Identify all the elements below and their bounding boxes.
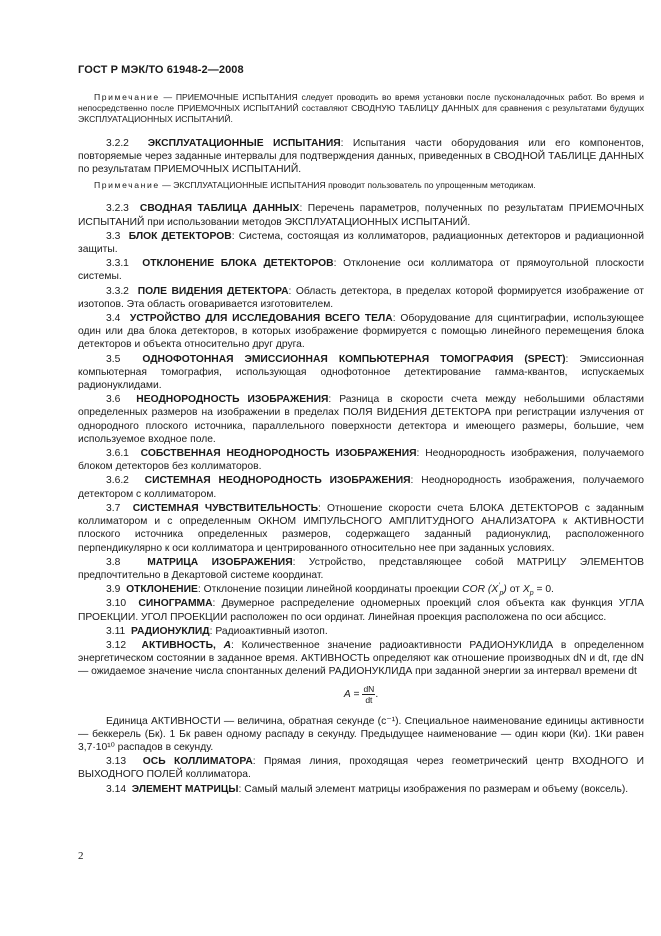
definition-term: ОТКЛОНЕНИЕ БЛОКА ДЕТЕКТОРОВ: [142, 258, 334, 270]
definition-text: : Эмиссионная компьютерная томография, использующая однофотонное детектирование гамма-квантов, испускаемых радионуклидами.: [78, 353, 644, 392]
definition-paragraph: [78, 556, 644, 582]
definition-paragraph: [78, 625, 644, 638]
definition-term: МАТРИЦА ИЗОБРАЖЕНИЯ: [147, 556, 293, 568]
definition-term: СИНОГРАММА: [138, 598, 213, 610]
definition-number: 3.8: [106, 556, 121, 568]
page-number: 2: [78, 850, 84, 862]
note-text: — ПРИЕМОЧНЫЕ ИСПЫТАНИЯ следует проводить во время установки после пусконаладочных работ. Во время и непосредственно после ПРИЕМОЧНЫХ ИСПЫТАНИЙ составляют СВОДНУЮ ТАБЛИЦУ ДАННЫХ для сравнения с результатами будущих ЭКСПЛУАТАЦИОННЫХ ИСПЫТАНИЙ.: [78, 92, 644, 125]
definition-paragraph: [78, 393, 644, 446]
definition-number: 3.6.1: [106, 448, 129, 460]
definition-term: СОБСТВЕННАЯ НЕОДНОРОДНОСТЬ ИЗОБРАЖЕНИЯ: [140, 448, 417, 460]
document-body: [78, 92, 644, 797]
definition-paragraph: [78, 353, 644, 393]
definition-text: : Количественное значение радиоактивности РАДИОНУКЛИДА в определенном энергетическом состоянии в заданное время. АКТИВНОСТЬ определяют как отношение производных dN и dt, где dN — ожидаемое значение числа спонтанных делений РАДИОНУКЛИДА при заданной энергии за интервал времени dt: [78, 639, 644, 678]
definition-paragraph: [78, 257, 644, 283]
note-paragraph: [78, 180, 644, 191]
definition-paragraph: [78, 230, 644, 256]
definition-paragraph: [78, 639, 644, 679]
definition-number: 3.6.2: [106, 475, 129, 487]
definitions-group-4: [78, 755, 644, 796]
definitions-group-3: [78, 597, 644, 638]
definition-paragraph: 3.9 ОТКЛОНЕНИЕ: Отклонение позиции линейной координаты проекции COR $(X'_p)$ от $X_p = 0$.: [106, 582, 554, 598]
definition-paragraph: [78, 474, 644, 500]
definition-text: : Перечень параметров, полученных по результатам ПРИЕМОЧНЫХ ИСПЫТАНИЙ при использовании методов ЭКСПЛУАТАЦИОННЫХ ИСПЫТАНИЙ.: [78, 203, 644, 228]
definition-text: : Разница в скорости счета между небольшими областями определенных размеров на изображении в пределах ПОЛЯ ВИДЕНИЯ ДЕТЕКТОРА при регистрации излучения от однородного плоского источника, параллельного поверхности детектора и имеющего размеры, большие, чем используемое входное поле.: [78, 394, 644, 445]
definition-paragraph: [78, 447, 644, 473]
definition-term: ОТКЛОНЕНИЕ: [126, 584, 198, 596]
definition-term: БЛОК ДЕТЕКТОРОВ: [128, 230, 232, 242]
definition-number: 3.9: [106, 584, 121, 596]
note-label: Примечание: [94, 180, 160, 191]
cor-symbol: COR: [462, 584, 486, 596]
definition-paragraph: [78, 285, 644, 311]
definition-term: УСТРОЙСТВО ДЛЯ ИССЛЕДОВАНИЯ ВСЕГО ТЕЛА: [129, 313, 393, 325]
unit-paragraph: Единица АКТИВНОСТИ — величина, обратная секунде (с⁻¹). Специальное наименование единицы активности — беккерель (Бк). 1 Бк равен одному распаду в секунду. Предыдущее наименование — один кюри (Ки). 1Ки равен 3,7·10¹⁰ распадов в секунду.: [78, 715, 644, 753]
definitions-group-2: [78, 202, 644, 582]
definition-term: РАДИОНУКЛИД: [131, 625, 210, 637]
note-paragraph: [78, 92, 644, 126]
definition-term: СВОДНАЯ ТАБЛИЦА ДАННЫХ: [139, 203, 300, 215]
document-header: ГОСТ Р МЭК/ТО 61948-2—2008: [78, 64, 244, 76]
definition-text: : Отклонение позиции линейной координаты проекции: [197, 584, 463, 596]
definition-text: : Неоднородность изображения, получаемого детектором с коллиматором.: [78, 475, 644, 500]
definition-number: 3.3: [106, 230, 121, 242]
definition-number: 3.3.1: [106, 258, 129, 270]
definitions-group-1: [78, 137, 644, 177]
definition-text: : Система, состоящая из коллиматоров, радиационных детекторов и радиационной защиты.: [78, 230, 644, 256]
definition-text: : Самый малый элемент матрицы изображения по размерам и объему (воксель).: [238, 783, 629, 795]
definition-text: : Устройство, представляющее собой МАТРИЦУ ЭЛЕМЕНТОВ предпочтительно в Декартовой системе координат.: [78, 556, 644, 581]
definition-text: : Радиоактивный изотоп.: [209, 625, 328, 637]
definition-number: 3.3.2: [106, 285, 129, 297]
definition-number: 3.11: [106, 625, 126, 637]
definition-paragraph: [78, 312, 644, 352]
definition-number: 3.10: [106, 598, 127, 610]
definition-text: : Двумерное распределение одномерных проекций слоя объекта как функция УГЛА ПРОЕКЦИИ. УГОЛ ПРОЕКЦИИ расположен по оси ординат. Линейная проекция расположена по оси абсцисс.: [78, 598, 645, 623]
note-label: Примечание: [94, 92, 160, 102]
definition-term: ЭЛЕМЕНТ МАТРИЦЫ: [131, 783, 239, 795]
definition-term: ОДНОФОТОННАЯ ЭМИССИОННАЯ КОМПЬЮТЕРНАЯ ТОМОГРАФИЯ (SPECT): [142, 353, 566, 365]
definition-number: 3.14: [106, 783, 127, 795]
definition-text: : Оборудование для сцинтиграфии, использующее один или два блока детекторов, в которых изображение формируется с помощью линейного перемещения блока детекторов и объекта относительно друг друга.: [78, 313, 644, 351]
definition-term: СИСТЕМНАЯ НЕОДНОРОДНОСТЬ ИЗОБРАЖЕНИЯ: [144, 475, 411, 487]
definition-paragraph: [78, 502, 644, 555]
definition-paragraph: [78, 202, 644, 228]
definition-paragraph: [78, 755, 644, 781]
definition-number: 3.6: [106, 394, 121, 406]
definition-number: 3.4: [106, 313, 121, 325]
definition-text: : Испытания части оборудования или его компонентов, повторяемые через заданные интервалы для подтверждения данных, приведенных в СВОДНОЙ ТАБЛИЦЕ ДАННЫХ по результатам ПРИЕМОЧНЫХ ИСПЫТАНИЙ.: [78, 137, 644, 176]
definition-number: 3.2.3: [106, 203, 129, 215]
definition-term: ЭКСПЛУАТАЦИОННЫЕ ИСПЫТАНИЯ: [147, 137, 341, 149]
definition-number: 3.5: [106, 353, 121, 365]
definition-term: АКТИВНОСТЬ, A: [141, 639, 232, 651]
activity-formula: A = $\frac{dN}{dt}$ .: [343, 683, 379, 705]
note-text: — ЭКСПЛУАТАЦИОННЫЕ ИСПЫТАНИЯ проводит пользователь по упрощенным методикам.: [159, 180, 536, 191]
definition-text: : Область детектора, в пределах которой формируется изображение от изотопов. Эта область оговаривается изготовителем.: [78, 285, 644, 310]
definition-text: : Прямая линия, проходящая через геометрический центр ВХОДНОГО И ВЫХОДНОГО ПОЛЕЙ коллиматора.: [78, 756, 644, 781]
definition-paragraph: [78, 137, 644, 177]
definition-term: НЕОДНОРОДНОСТЬ ИЗОБРАЖЕНИЯ: [136, 394, 329, 406]
definition-term: СИСТЕМНАЯ ЧУВСТВИТЕЛЬНОСТЬ: [132, 502, 318, 514]
definition-term: ПОЛЕ ВИДЕНИЯ ДЕТЕКТОРА: [137, 285, 289, 297]
definition-term: ОСЬ КОЛЛИМАТОРА: [142, 756, 253, 768]
definition-number: 3.7: [106, 502, 121, 514]
definition-paragraph: [78, 783, 644, 796]
definition-text: : Отклонение оси коллиматора от прямоугольной плоскости системы.: [78, 258, 644, 283]
definition-text: : Отношение скорости счета БЛОКА ДЕТЕКТОРОВ с заданным коллиматором и с определенным ОКНОМ ИМПУЛЬСНОГО АМПЛИТУДНОГО АНАЛИЗАТОРА к АКТИВНОСТИ плоского источника определенных размеров, содержащего заданный радионуклид, расположенного перпендикулярно к оси коллиматора и центрированного относительно нее при заданных условиях.: [78, 502, 644, 554]
definition-text: : Неоднородность изображения, получаемого блоком детекторов без коллиматоров.: [78, 448, 644, 473]
definition-paragraph: [78, 597, 644, 623]
definition-number: 3.13: [106, 756, 127, 768]
definition-number: 3.12: [106, 639, 127, 651]
definition-number: 3.2.2: [106, 137, 129, 149]
